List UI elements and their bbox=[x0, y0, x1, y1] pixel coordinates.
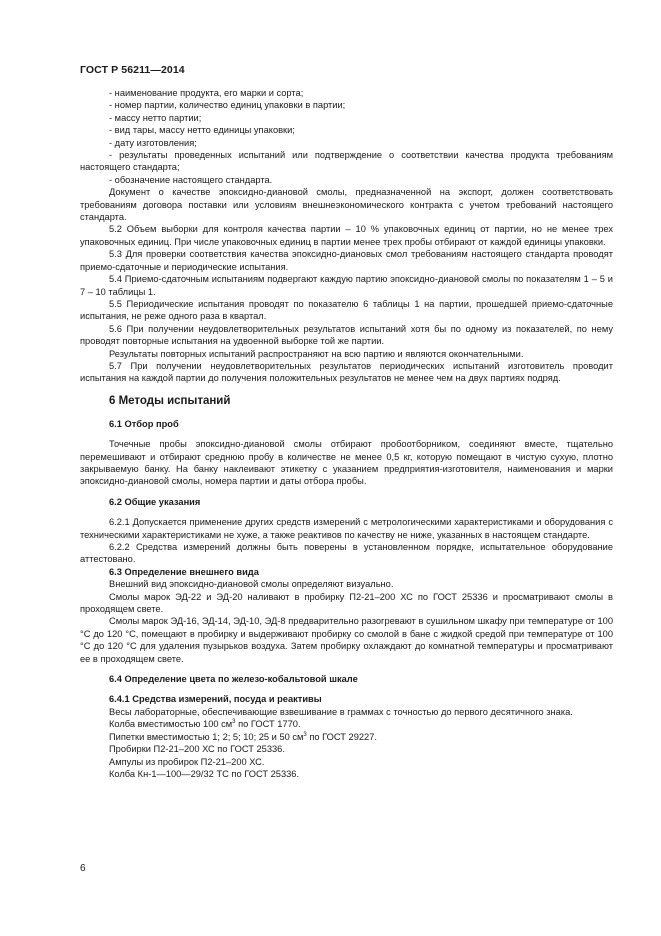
flask2-item: Колба Кн-1—100—29/32 ТС по ГОСТ 25336. bbox=[109, 768, 300, 779]
clause-5-6-result: Результаты повторных испытаний распространяют на всю партию и являются окончательными. bbox=[109, 348, 524, 359]
clause-6-2-2: 6.2.2 Средства измерений должны быть поверены в установленном порядке, испытательное оборудование аттестовано. bbox=[80, 542, 613, 565]
heading-6-3: 6.3 Определение внешнего вида bbox=[109, 566, 259, 577]
clause-5-7: 5.7 При получении неудовлетворительных результатов периодических испытаний изготовитель проводит испытания на каждой партии до получения положительных результатов не менее чем на двух партиях подряд. bbox=[80, 360, 613, 384]
section-heading-6: 6 Методы испытаний bbox=[109, 394, 231, 407]
designation-item: - обозначение настоящего стандарта. bbox=[109, 174, 273, 185]
tubes-item: Пробирки П2-21–200 ХС по ГОСТ 25336. bbox=[109, 744, 285, 755]
clause-5-4: 5.4 Приемо-сдаточным испытаниям подвергают каждую партию эпоксидно-диановой смолы по показателям 1 – 5 и 7 – 10 таблицы 1. bbox=[80, 274, 613, 297]
scales-item: Весы лабораторные, обеспечивающие взвешивание в граммах с точностью до первого десятичного знака. bbox=[109, 706, 573, 717]
ampoules-item: Ампулы из пробирок П2-21–200 ХС. bbox=[109, 756, 265, 767]
clause-6-2-1: 6.2.1 Допускается применение других средств измерений с метрологическими характеристиками и оборудования с техническими характеристиками не хуже, а также реактивов по качеству не ниже, указанных в настоящем стандарте. bbox=[80, 517, 613, 540]
heading-6-4: 6.4 Определение цвета по железо-кобальтовой шкале bbox=[109, 674, 358, 685]
page-content bbox=[80, 87, 613, 780]
export-paragraph: Документ о качестве эпоксидно-диановой смолы, предназначенной на экспорт, должен соответствовать требованиям договора поставки или условиям внешнеэкономического контракта с учетом требований настоящего стандарта. bbox=[80, 187, 613, 223]
clause-6-3-ed16: Смолы марок ЭД-16, ЭД-14, ЭД-10, ЭД-8 предварительно разогревают в сушильном шкафу при температуре от 100 °С до 120 °С, помещают в пробирку и выдерживают пробирку со смолой в бане с жидкой средой при температуре от 100 °С до 120 °С для удаления пузырьков воздуха. Затем пробирку охлаждают до комнатной температуры и просматривают ее в проходящем свете. bbox=[80, 616, 613, 664]
clause-5-2: 5.2 Объем выборки для контроля качества партии – 10 % упаковочных единиц от партии, но не менее трех упаковочных единиц. При числе упаковочных единиц в партии менее трех пробы отбирают от каждой единицы упаковки. bbox=[80, 224, 613, 247]
superscript-3: 3 bbox=[232, 719, 236, 726]
clause-6-3-visual: Внешний вид эпоксидно-диановой смолы определяют визуально. bbox=[109, 579, 394, 590]
clause-6-3-ed22: Смолы марок ЭД-22 и ЭД-20 наливают в пробирку П2-21–200 ХС по ГОСТ 25336 и просматривают смолы в проходящем свете. bbox=[80, 591, 613, 615]
results-item: - результаты проведенных испытаний или подтверждение о соответствии качества продукта требованиям настоящего стандарта; bbox=[80, 150, 613, 173]
list-item: - массу нетто партии; bbox=[109, 112, 202, 123]
clause-5-6: 5.6 При получении неудовлетворительных результатов испытаний хотя бы по одному из показателей, по нему проводят повторные испытания на удвоенной выборке той же партии. bbox=[80, 323, 613, 347]
standard-header: ГОСТ Р 56211—2014 bbox=[80, 64, 185, 76]
list-item: - номер партии, количество единиц упаковки в партии; bbox=[109, 100, 346, 111]
clause-5-5: 5.5 Периодические испытания проводят по показателю 6 таблицы 1 на партии, прошедшей приемо-сдаточные испытания, не реже одного раза в квартал. bbox=[80, 298, 613, 322]
list-item: - наименование продукта, его марки и сорта; bbox=[109, 88, 304, 98]
page-number: 6 bbox=[80, 863, 86, 874]
heading-6-4-1: 6.4.1 Средства измерений, посуда и реактивы bbox=[109, 694, 322, 705]
list-item: - вид тары, массу нетто единицы упаковки; bbox=[109, 125, 295, 136]
heading-6-2: 6.2 Общие указания bbox=[109, 496, 201, 507]
clause-5-3: 5.3 Для проверки соответствия качества эпоксидно-диановых смол требованиям настоящего стандарта проводят приемо-сдаточные и периодические испытания. bbox=[80, 249, 613, 272]
pipettes-item: Пипетки вместимостью 1; 2; 5; 10; 25 и 50 $см^3$ по ГОСТ 29227. bbox=[109, 731, 377, 742]
clause-6-1: Точечные пробы эпоксидно-диановой смолы отбирают пробоотборником, соединяют вместе, тщательно перемешивают и отбирают среднюю пробу в количестве не менее 0,5 кг, которую помещают в чистую сухую, плотно закрываемую банку. На банку наклеивают этикетку с указанием предприятия-изготовителя, наименования и марки эпоксидно-диановой смолы, номера партии и даты отбора пробы. bbox=[80, 439, 613, 487]
flask-item: Колба вместимостью 100 $см^3$ по ГОСТ 1770. bbox=[109, 719, 301, 730]
superscript-3: 3 bbox=[303, 731, 307, 738]
list-item: - дату изготовления; bbox=[109, 137, 197, 148]
heading-6-1: 6.1 Отбор проб bbox=[109, 418, 179, 429]
